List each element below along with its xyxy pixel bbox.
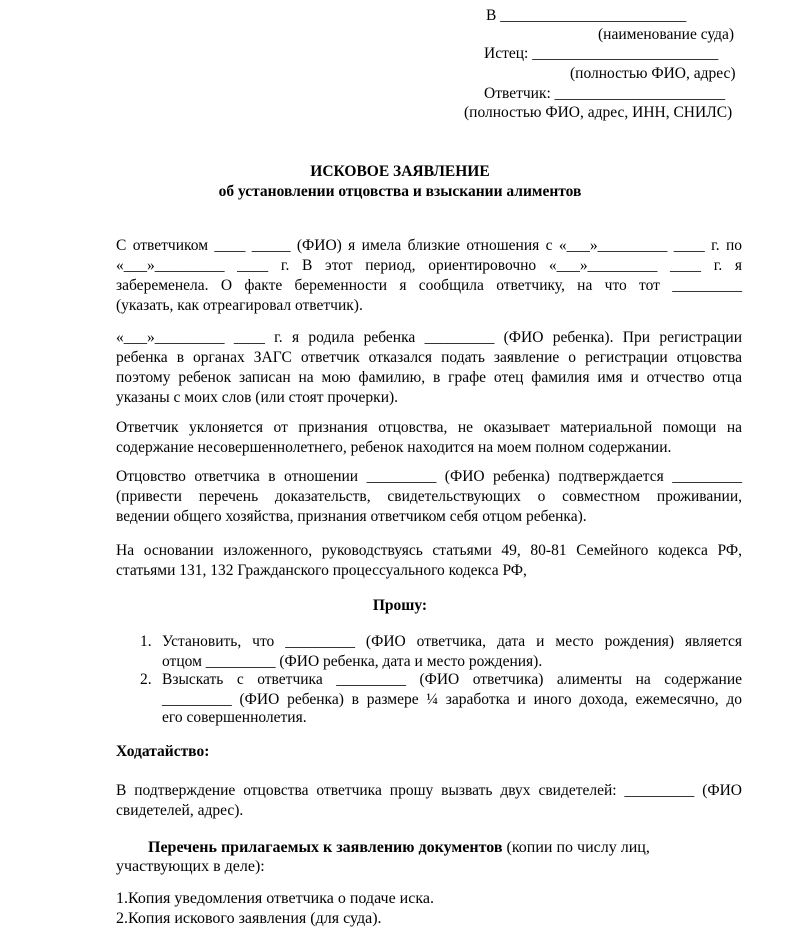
request-item-2-line-2: _________ (ФИО ребенка) в размере ¼ заработка и иного дохода, ежемесячно, до	[162, 691, 742, 708]
motion-heading: Ходатайство:	[116, 743, 210, 760]
court-line: В ________________________	[486, 7, 687, 24]
request-item-1-line-2: отцом _________ (ФИО ребенка, дата и место рождения).	[162, 653, 543, 670]
court-hint: (наименование суда)	[598, 26, 735, 43]
p1-line-3: забеременела. О факте беременности я сообщила ответчику, на что тот _________	[116, 277, 742, 294]
p1-line-1: С ответчиком ____ _____ (ФИО) я имела близкие отношения с «___»_________ ____ г. по	[116, 237, 742, 254]
p4-line-2: (привести перечень доказательств, свидетельствующих о совместном проживании,	[116, 488, 742, 505]
request-item-1-line-1: Установить, что _________ (ФИО ответчика, дата и место рождения) является	[162, 633, 742, 650]
request-item-1-number: 1.	[140, 633, 152, 650]
request-item-2-line-3: его совершеннолетия.	[162, 709, 307, 726]
p1-line-4: (указать, как отреагировал ответчик).	[116, 297, 363, 314]
request-item-2-number: 2.	[140, 671, 152, 688]
p5-line-2: статьями 131, 132 Гражданского процессуального кодекса РФ,	[116, 562, 527, 579]
p2-line-1: «___»_________ ____ г. я родила ребенка _________ (ФИО ребенка). При регистрации	[116, 329, 742, 346]
p3-line-2: содержание несовершеннолетнего, ребенок находится на моем полном содержании.	[116, 439, 672, 456]
p4-line-1: Отцовство ответчика в отношении _________ (ФИО ребенка) подтверждается _________	[116, 468, 742, 485]
attachment-item-2: 2.Копия искового заявления (для суда).	[116, 910, 382, 927]
document-title: ИСКОВОЕ ЗАЯВЛЕНИЕ	[310, 163, 490, 180]
attachments-heading-line-2: участвующих в деле):	[116, 858, 265, 875]
attachments-heading	[148, 838, 650, 858]
p4-line-3: ведении общего хозяйства, признания ответчиком себя отцом ребенка).	[116, 508, 587, 525]
motion-line-1: В подтверждение отцовства ответчика прошу вызвать двух свидетелей: _________ (ФИО	[116, 782, 742, 799]
p5-line-1: На основании изложенного, руководствуясь статьями 49, 80-81 Семейного кодекса РФ,	[116, 542, 742, 559]
plaintiff-line: Истец: ________________________	[484, 45, 719, 62]
motion-line-2: свидетелей, адрес).	[116, 802, 244, 819]
defendant-line: Ответчик: ______________________	[484, 85, 726, 102]
p2-line-4: указаны с моих слов (или стоят прочерки).	[116, 389, 399, 406]
p2-line-2: ребенка в органах ЗАГС ответчик отказался подать заявление о регистрации отцовства	[116, 349, 742, 366]
request-item-2-line-1: Взыскать с ответчика _________ (ФИО ответчика) алименты на содержание	[162, 671, 742, 688]
attachments-heading-rest: (копии по числу лиц,	[502, 839, 650, 856]
p2-line-3: поэтому ребенок записан на мою фамилию, в графе отец фамилия имя и отчество отца	[116, 369, 742, 386]
defendant-hint: (полностью ФИО, адрес, ИНН, СНИЛС)	[464, 104, 733, 121]
attachments-heading-bold: Перечень прилагаемых к заявлению документов	[148, 839, 503, 856]
attachment-item-1: 1.Копия уведомления ответчика о подаче иска.	[116, 890, 434, 907]
document-subtitle: об установлении отцовства и взыскании алиментов	[218, 183, 582, 200]
p1-line-2: «___»_________ ____ г. В этот период, ориентировочно «___»_________ ____ г. я	[116, 257, 742, 274]
p3-line-1: Ответчик уклоняется от признания отцовства, не оказывает материальной помощи на	[116, 419, 742, 436]
plaintiff-hint: (полностью ФИО, адрес)	[570, 65, 736, 82]
request-heading: Прошу:	[372, 597, 428, 614]
